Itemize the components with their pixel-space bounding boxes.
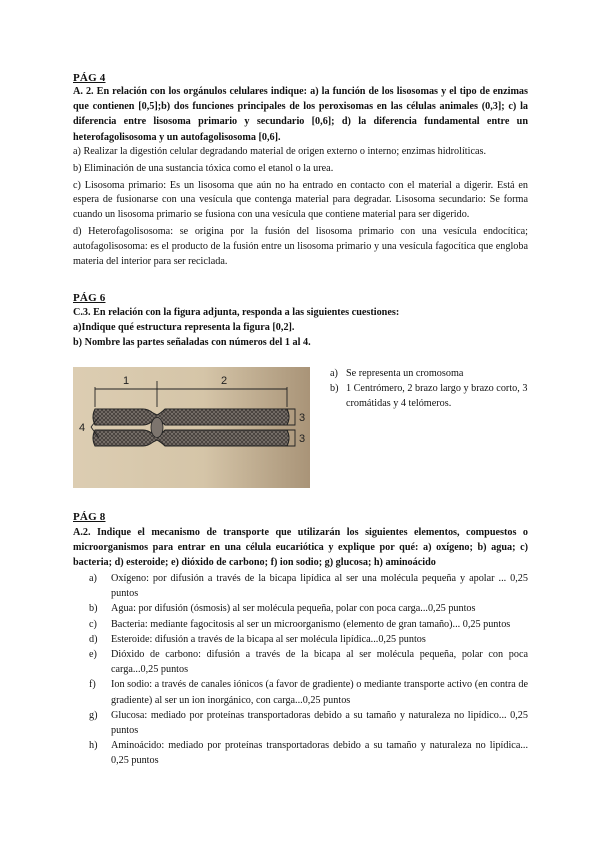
item-text: Bacteria: mediante fagocitosis al ser un microorganismo (elemento de gran tamaño)... 0,25 puntos [111,618,511,630]
chromosome-figure [73,367,310,488]
answer-row [318,381,528,411]
answers-pag6 [318,366,528,411]
item-text: Esteroide: difusión a través de la bicapa al ser molécula lipídica...0,25 puntos [111,633,426,645]
question-pag6 [73,305,528,351]
list-item [73,647,528,677]
question-pag4: A. 2. En relación con los orgánulos celulares indique: a) la función de los lisosomas y el tipo de enzimas que contienen [0,5];b) dos funciones principales de los peroxisomas en las células animales (0,3]; c) la diferencia entre lisosoma primario y secundario [0,6]; d) la diferencia fundamental entre un heterofagolisosoma y un autofagolisosoma [0,6]. [73,86,528,143]
figure-label-4: 4 [79,422,86,434]
figure-label-2: 2 [221,375,228,387]
item-label: h) [89,740,98,752]
question-line: a)Indique qué estructura representa la figura [0,2]. [73,322,295,334]
answer-text: 1 Centrómero, 2 brazo largo y brazo corto, 3 cromátidas y 4 telómeros. [346,383,528,409]
answer-label: a) [330,368,338,379]
section-heading-pag6: PÁG 6 [73,292,106,304]
question-line: C.3. En relación con la figura adjunta, responda a las siguientes cuestiones: [73,307,400,318]
answer-row [318,366,528,381]
item-text: Ion sodio: a través de canales iónicos (a favor de gradiente) o mediante transporte activo (en contra de gradiente) al ser un ion inorgánico, con carga...0,25 puntos [111,679,528,706]
list-item [73,601,528,616]
figure-label-3-top: 3 [299,412,306,424]
answers-pag8 [73,571,528,769]
item-text: Dióxido de carbono: difusión a través de la bicapa al ser molécula pequeña, polar con poca carga...0,25 puntos [111,649,528,676]
answer-d: d) Heterofagolisosoma: se origina por la fusión del lisosoma primario con una vesícula endocítica; autofagolisosoma: es el producto de la fusión entre un lisosoma primario y una vesícula fagocítica que engloba materia del interior para ser reciclada. [73,225,528,267]
section-heading-pag4: PÁG 4 [73,72,106,84]
chromatid-top [93,409,289,425]
list-item [73,738,528,768]
figure-background [73,367,310,488]
question-line: b) Nombre las partes señaladas con números del 1 al 4. [73,337,311,349]
item-label: g) [89,709,98,721]
answer-a: a) Realizar la digestión celular degradando material de origen externo o interno; enzimas hidrolíticas. [73,146,486,157]
answer-b: b) Eliminación de una sustancia tóxica como el etanol o la urea. [73,162,334,174]
chromosome-diagram [73,367,310,488]
item-text: Agua: por difusión (ósmosis) al ser molécula pequeña, polar con poca carga...0,25 puntos [111,603,476,615]
list-item [73,677,528,707]
answer-text: Se representa un cromosoma [346,368,464,379]
item-text: Aminoácido: mediado por proteínas transportadoras debido a su tamaño y naturaleza no lipídica... 0,25 puntos [111,740,528,767]
list-item [73,571,528,601]
question-pag8: A.2. Indique el mecanismo de transporte que utilizarán los siguientes elementos, compuestos o microorganismos para entrar en una célula eucariótica y explique por qué: a) oxígeno; b) agua; c) bacteria; d) esteroide; e) dióxido de carbono; f) ion sodio; g) glucosa; h) aminoácido [73,527,528,569]
list-item [73,617,528,632]
figure-label-1: 1 [123,375,130,387]
figure-label-3-bottom: 3 [299,433,306,445]
list-item [73,632,528,647]
item-label: a) [89,573,97,584]
item-label: f) [89,679,96,691]
chromatid-bottom [93,430,289,446]
section-heading-pag8: PÁG 8 [73,511,106,523]
item-label: d) [89,633,98,645]
answer-c: c) Lisosoma primario: Es un lisosoma que aún no ha entrado en contacto con el material a digerir. Está en espera de fusionarse con una vesícula que contenga material para degradar. Lisosoma secundario: Se forma cuando un lisosoma primario se fusiona con una vesícula que contiene material para ser digerido. [73,179,528,221]
item-text: Glucosa: mediado por proteínas transportadoras debido a su tamaño y naturaleza no lipídico... 0,25 puntos [111,709,528,737]
item-label: b) [89,603,98,615]
answer-label: b) [330,383,339,394]
item-text: Oxígeno: por difusión a través de la bicapa lipídica al ser una molécula pequeña y apolar ... 0,25 puntos [111,573,528,600]
item-label: e) [89,649,97,661]
centromere [151,418,163,438]
answers-pag4 [73,145,528,271]
item-label: c) [89,618,97,630]
list-item [73,708,528,738]
